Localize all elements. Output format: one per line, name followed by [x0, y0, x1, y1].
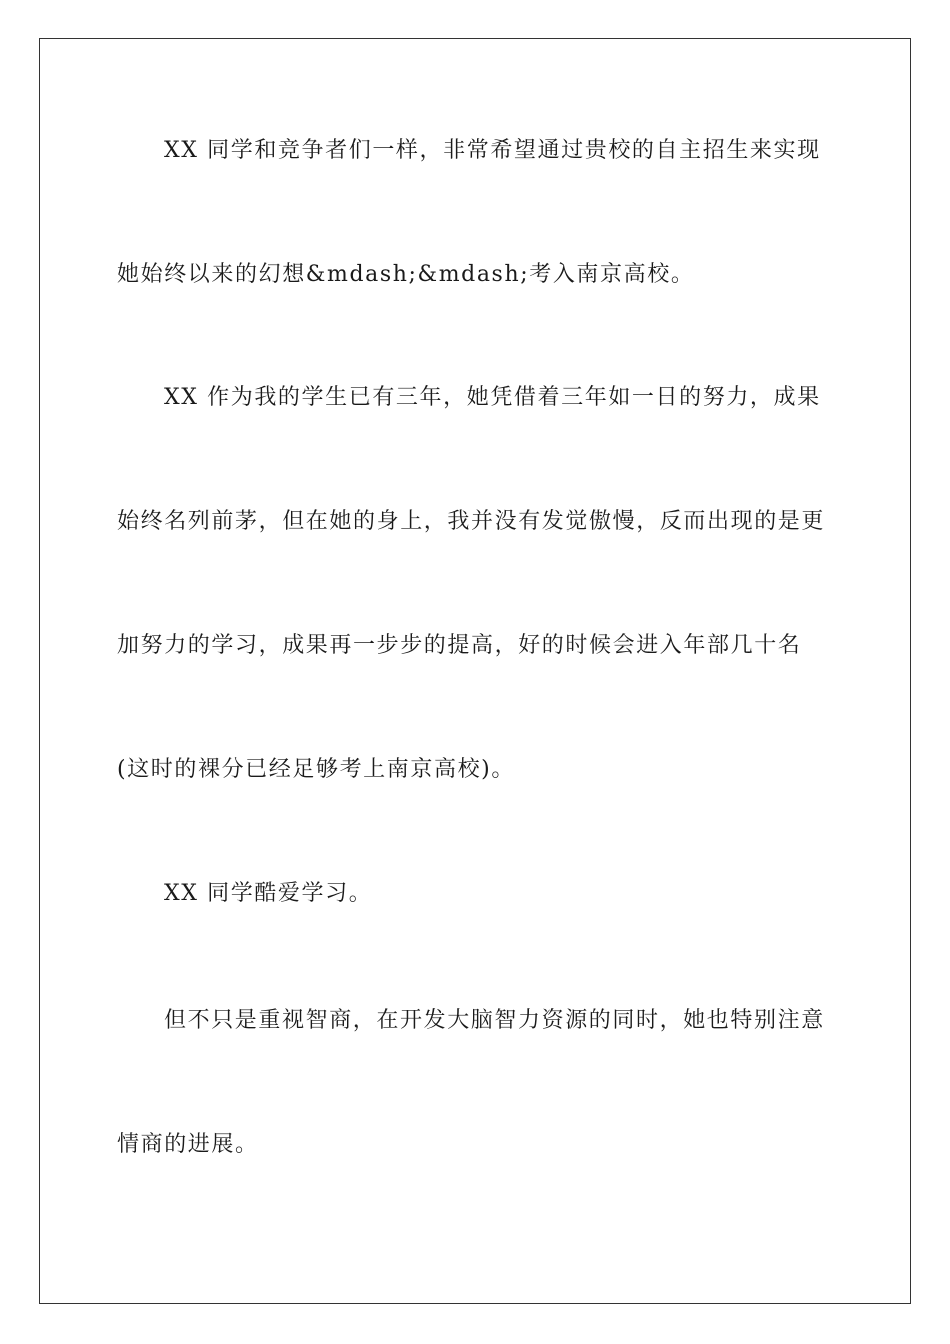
paragraph-4-line-1: 但不只是重视智商，在开发大脑智力资源的同时，她也特别注意: [164, 1008, 825, 1033]
paragraph-1-line-1: XX 同学和竞争者们一样，非常希望通过贵校的自主招生来实现: [164, 138, 821, 163]
paragraph-2-line-2: 始终名列前茅，但在她的身上，我并没有发觉傲慢，反而出现的是更: [117, 509, 826, 534]
paragraph-3-line-1: XX 同学酷爱学习。: [164, 881, 373, 906]
page-border: [39, 38, 911, 1304]
paragraph-2-line-1: XX 作为我的学生已有三年，她凭借着三年如一日的努力，成果: [164, 385, 821, 410]
paragraph-2-line-3: 加努力的学习，成果再一步步的提高，好的时候会进入年部几十名: [117, 633, 802, 658]
paragraph-1-line-2: 她始终以来的幻想&mdash;&mdash;考入南京高校。: [117, 262, 695, 287]
paragraph-2-line-4: (这时的裸分已经足够考上南京高校)。: [117, 757, 515, 782]
paragraph-4-line-2: 情商的进展。: [117, 1132, 259, 1157]
